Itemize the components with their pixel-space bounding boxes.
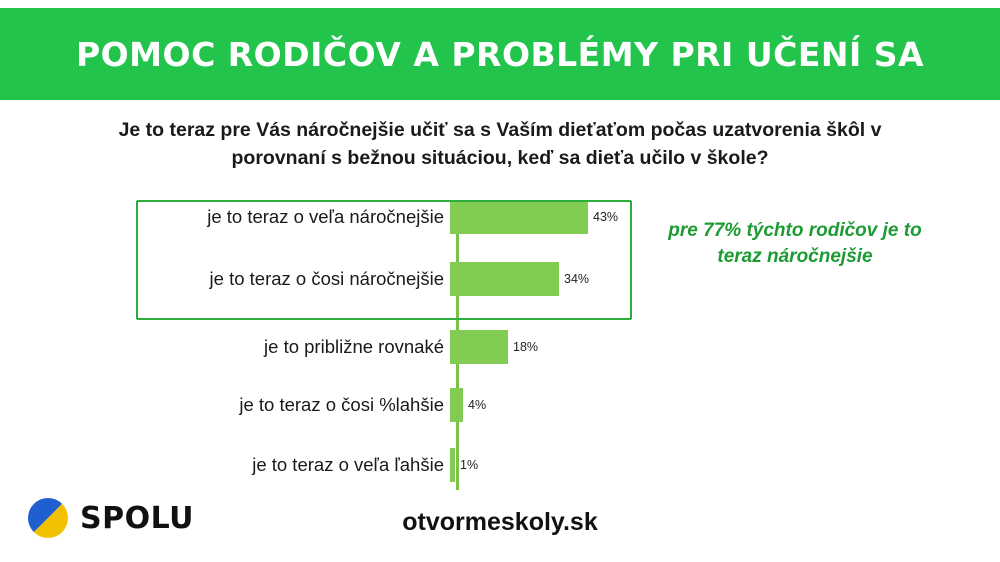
bar-wrapper: [450, 446, 478, 484]
bar-value-label: 43%: [593, 210, 619, 224]
page-title: POMOC RODIČOV A PROBLÉMY PRI UČENÍ SA: [75, 34, 925, 74]
chart-bar-row: [130, 386, 650, 424]
bar-fill: [450, 448, 455, 482]
bar-wrapper: [450, 328, 538, 366]
chart-annotation: pre 77% týchto rodičov je to teraz náročnejšie: [668, 220, 922, 267]
bar-value-label: 1%: [460, 458, 479, 472]
bar-fill: [450, 388, 463, 422]
bar-category-label: je to teraz o čosi %lahšie: [239, 394, 444, 415]
bar-value-label: 18%: [513, 340, 539, 354]
chart-bar-row: [130, 328, 650, 366]
header-banner: [0, 8, 1000, 100]
bar-category-label: je to približne rovnaké: [264, 336, 444, 357]
bar-category-label: je to teraz o čosi náročnejšie: [209, 268, 444, 289]
chart-question: Je to teraz pre Vás náročnejšie učiť sa s Vaším dieťaťom počas uzatvorenia škôl v porovnaní s bežnou situáciou, keď sa dieťa učilo v škole?: [118, 119, 882, 170]
logo-label: SPOLU: [80, 500, 195, 536]
bar-value-label: 34%: [564, 272, 590, 286]
bar-fill: [450, 330, 508, 364]
bar-value-label: 4%: [468, 398, 487, 412]
highlight-box: [136, 200, 632, 320]
bar-wrapper: [450, 386, 486, 424]
bar-category-label: je to teraz o veľa ľahšie: [252, 454, 444, 475]
chart-bar-row: [130, 446, 650, 484]
site-url: otvormeskoly.sk: [402, 508, 598, 536]
bar-category-label: je to teraz o veľa náročnejšie: [207, 206, 444, 227]
